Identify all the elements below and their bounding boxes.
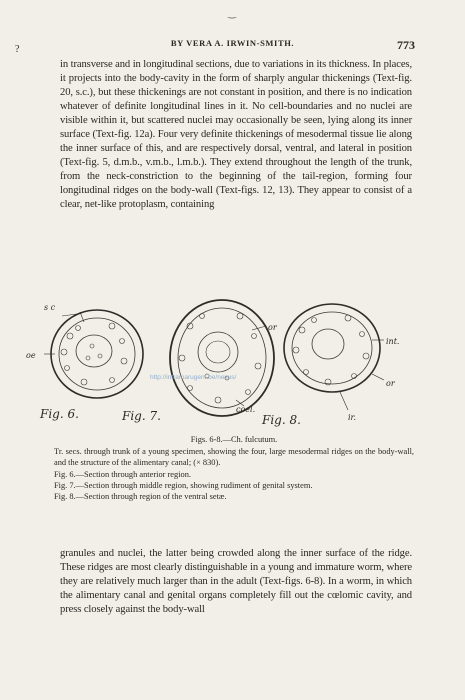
caption-item-fig8: Fig. 8.—Section through region of the ventral setæ. xyxy=(54,492,227,502)
label-ir: ir. xyxy=(348,413,357,422)
caption-title: Figs. 6-8.—Ch. fulcutum. xyxy=(190,435,278,444)
fig-7-label: Fig. 7. xyxy=(122,409,161,423)
label-int: int. xyxy=(386,337,400,346)
figure-8-drawing xyxy=(284,304,384,410)
page-number: 773 xyxy=(397,38,415,52)
fig-8-label: Fig. 8. xyxy=(262,413,301,427)
figure-panel xyxy=(22,296,442,436)
fig-6-label: Fig. 6. xyxy=(40,407,79,421)
margin-mark: ? xyxy=(15,44,20,55)
label-or-fig7: or xyxy=(268,323,277,332)
top-mark: ‿ xyxy=(228,8,237,19)
caption-item-fig6: Fig. 6.—Section through anterior region. xyxy=(54,469,192,479)
figure-caption xyxy=(54,434,414,502)
figure-drawings xyxy=(22,296,442,436)
label-or-fig8: or xyxy=(386,379,395,388)
figure-7-drawing xyxy=(170,300,274,416)
body-paragraph-1: in transverse and in longitudinal sections, due to variations in its thickness. In places, it projects into the body-cavity in the form of sharply angular thickenings (Text-fig. 20, s.c.), but these thickenings are not constant in position, and there is no indication whatever of definite longitudinal lines in it. No cell-boundaries and no nuclei are visible within it, but scattered nuclei may occasionally be seen, lying along its inner surface (Text-fig. 12a). Four very definite thickenings of mesodermal tissue lie along the inner surface of this, and are respectively dorsal, ventral, and lateral in position (Text-fig. 5, d.m.b., v.m.b., l.m.b.). They extend throughout the length of the trunk, from the neck-constriction to the beginning of the tail-region, forming four longitudinal ridges on the body-wall (Text-figs. 12, 13). They appear to consist of a clear, net-like protoplasm, containing xyxy=(60,59,412,210)
caption-item-fig7: Fig. 7.—Section through middle region, showing rudiment of genital system. xyxy=(54,480,313,490)
label-oe: oe xyxy=(26,351,36,360)
figure-6-drawing xyxy=(44,310,143,398)
running-header: BY VERA A. IRWIN-SMITH. xyxy=(170,38,295,48)
body-paragraph-2: granules and nuclei, the latter being crowded along the inner surface of the ridge. These ridges are most clearly distinguishable in a young and immature worm, where they are relatively much larger than in the adult (Text-figs. 6-8). In a worm, in which the alimentary canal and genital organs completely fill out the cœlomic cavity, and press closely against the body-wall xyxy=(60,548,412,615)
label-coel: coel. xyxy=(236,405,256,414)
label-sc: s c xyxy=(44,303,56,312)
caption-description: Tr. secs. through trunk of a young specimen, showing the four, large mesodermal ridges on the body-wall, and the structure of the alimentary canal; (× 830). xyxy=(54,447,414,468)
watermark-url: http://intramarugent.be/nexus/ xyxy=(150,374,237,381)
